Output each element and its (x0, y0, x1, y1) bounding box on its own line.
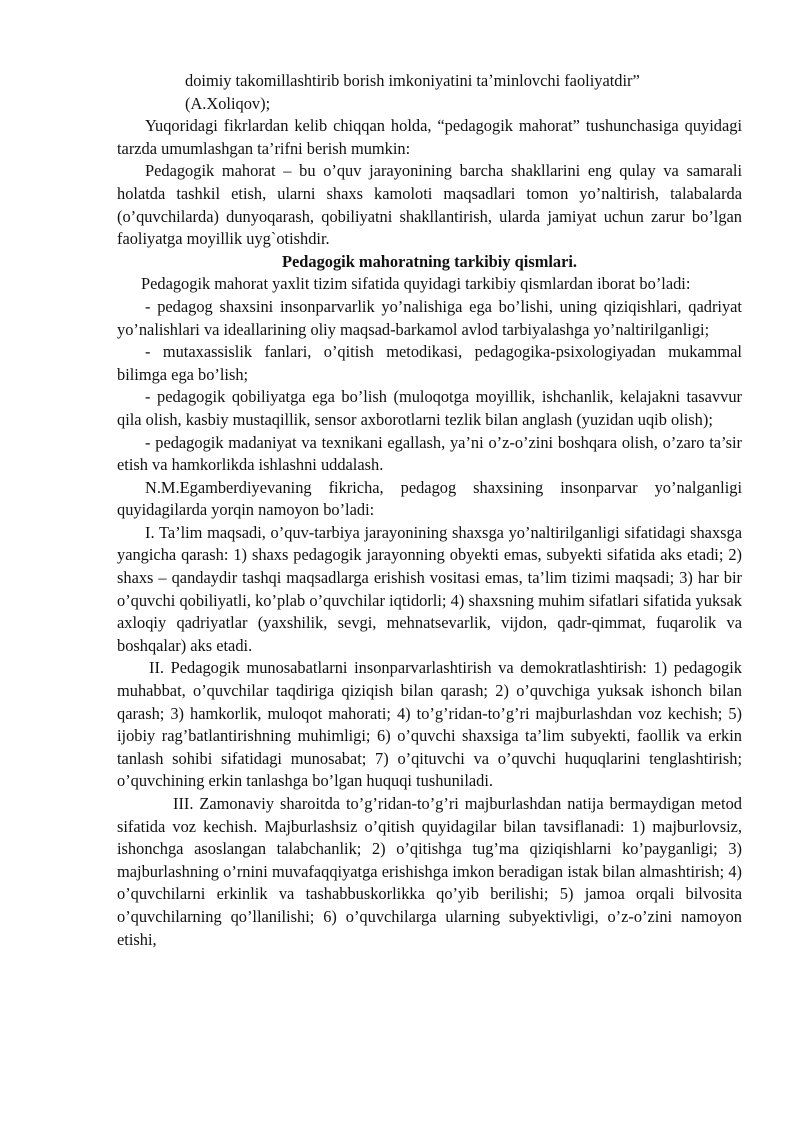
component-item: - pedagogik madaniyat va texnikani egallash, ya’ni o’z-o’zini boshqara olish, o’zaro ta’sir etish va hamkorlikda ishlashni uddalash. (117, 432, 742, 475)
document-page (117, 70, 742, 951)
component-item: - mutaxassislik fanlari, o’qitish metodikasi, pedagogika-psixologiyadan mukammal bilimga ega bo’lish; (117, 342, 742, 384)
section-heading: Pedagogik mahoratning tarkibiy qismlari. (281, 251, 578, 271)
paragraph-definition: Pedagogik mahorat – bu o’quv jarayonining barcha shakllarini eng qulay va samarali holatda tashkil etish, ularni shaxs kamoloti maqsadlari tomon yo’naltirish, talabalarda (o’quvchilarda) dunyoqarash, qobiliyatni shakllantirish, ularda jamiyat uchun zarur bo’lgan faoliyatga moyillik uyg`otishdir. (117, 161, 742, 249)
point-ii: II. Pedagogik munosabatlarni insonparvarlashtirish va demokratlashtirish: 1) pedagogik muhabbat, o’quvchilar taqdiriga qiziqish bilan qarash; 2) o’quvchiga yuksak ishonch bilan qarash; 3) hamkorlik, muloqot mahorati; 4) to’g’ridan-to’g’ri majburlashdan voz kechish; 5) ijobiy rag’batlantirishning muhimligi; 6) o’quvchi shaxsiga ta’lim subyekti, faollik va erkin tanlash sohibi sifatidagi munosabat; 7) o’qituvchi va o’quvchi huquqlarini tenglashtirish; o’quvchining erkin tanlashga bo’lgan huquqi tushuniladi. (117, 658, 742, 791)
paragraph-summary-intro: Yuqoridagi fikrlardan kelib chiqqan holda, “pedagogik mahorat” tushunchasiga quyidagi tarzda umumlashgan ta’rifni berish mumkin: (117, 116, 742, 158)
component-item: - pedagog shaxsini insonparvarlik yo’nalishiga ega bo’lishi, uning qiziqishlari, qadriyat yo’nalishlari va ideallarining oliy maqsad-barkamol avlod tarbiyalashga yo’naltirilganligi; (117, 296, 742, 339)
quote-source: (A.Xoliqov); (185, 93, 271, 113)
point-i: I. Ta’lim maqsadi, o’quv-tarbiya jarayonining shaxsga yo’naltirilganligi sifatidagi shaxsga yangicha qarash: 1) shaxs pedagogik jarayonning obyekti emas, subyekti sifatida aks etadi; 2) shaxs – qandaydir tashqi maqsadlarga erishish vositasi emas, ta’lim tizimi maqsadi; 3) har bir o’quvchi qobiliyatli, ko’plab o’quvchilar iqtidorli; 4) shaxsning muhim sifatlari sifatida yuksak axloqiy qadriyatlar (yaxshilik, sevgi, mehnatsevarlik, vijdon, qadr-qimmat, fuqarolik va boshqalar) aks etadi. (117, 522, 742, 655)
paragraph-components-intro: Pedagogik mahorat yaxlit tizim sifatida quyidagi tarkibiy qismlardan iborat bo’ladi: (141, 274, 691, 294)
quote-end: doimiy takomillashtirib borish imkoniyatini taʼminlovchi faoliyatdir” (185, 71, 640, 90)
point-iii: III. Zamonaviy sharoitda to’g’ridan-to’g’ri majburlashdan natija bermaydigan metod sifatida voz kechish. Majburlashsiz o’qitish quyidagilar bilan tavsiflanadi: 1) majburlovsiz, ishonchga asoslangan talabchanlik; 2) o’qitishga tug’ma qiziqishlarni ko’payganligi; 3) majburlashning o’rnini muvafaqqiyatga erishishga imkon beradigan istak bilan almashtirish; 4) o’quvchilarni erkinlik va tashabbuskorlikka qo’yib berilishi; 5) jamoa orqali bilvosita o’quvchilarning qo’llanilishi; 6) o’quvchilarga ularning subyektivligi, o’z-o’zini namoyon etishi, (117, 794, 742, 949)
paragraph-egamberdiyeva: N.M.Egamberdiyevaning fikricha, pedagog shaxsining insonparvar yo’nalganligi quyidagilarda yorqin namoyon bo’ladi: (117, 477, 742, 520)
component-item: - pedagogik qobiliyatga ega bo’lish (muloqotga moyillik, ishchanlik, kelajakni tasavvur qila olish, kasbiy mustaqillik, sensor axborotlarni tezlik bilan anglash (yuzidan uqib olish); (117, 387, 742, 429)
